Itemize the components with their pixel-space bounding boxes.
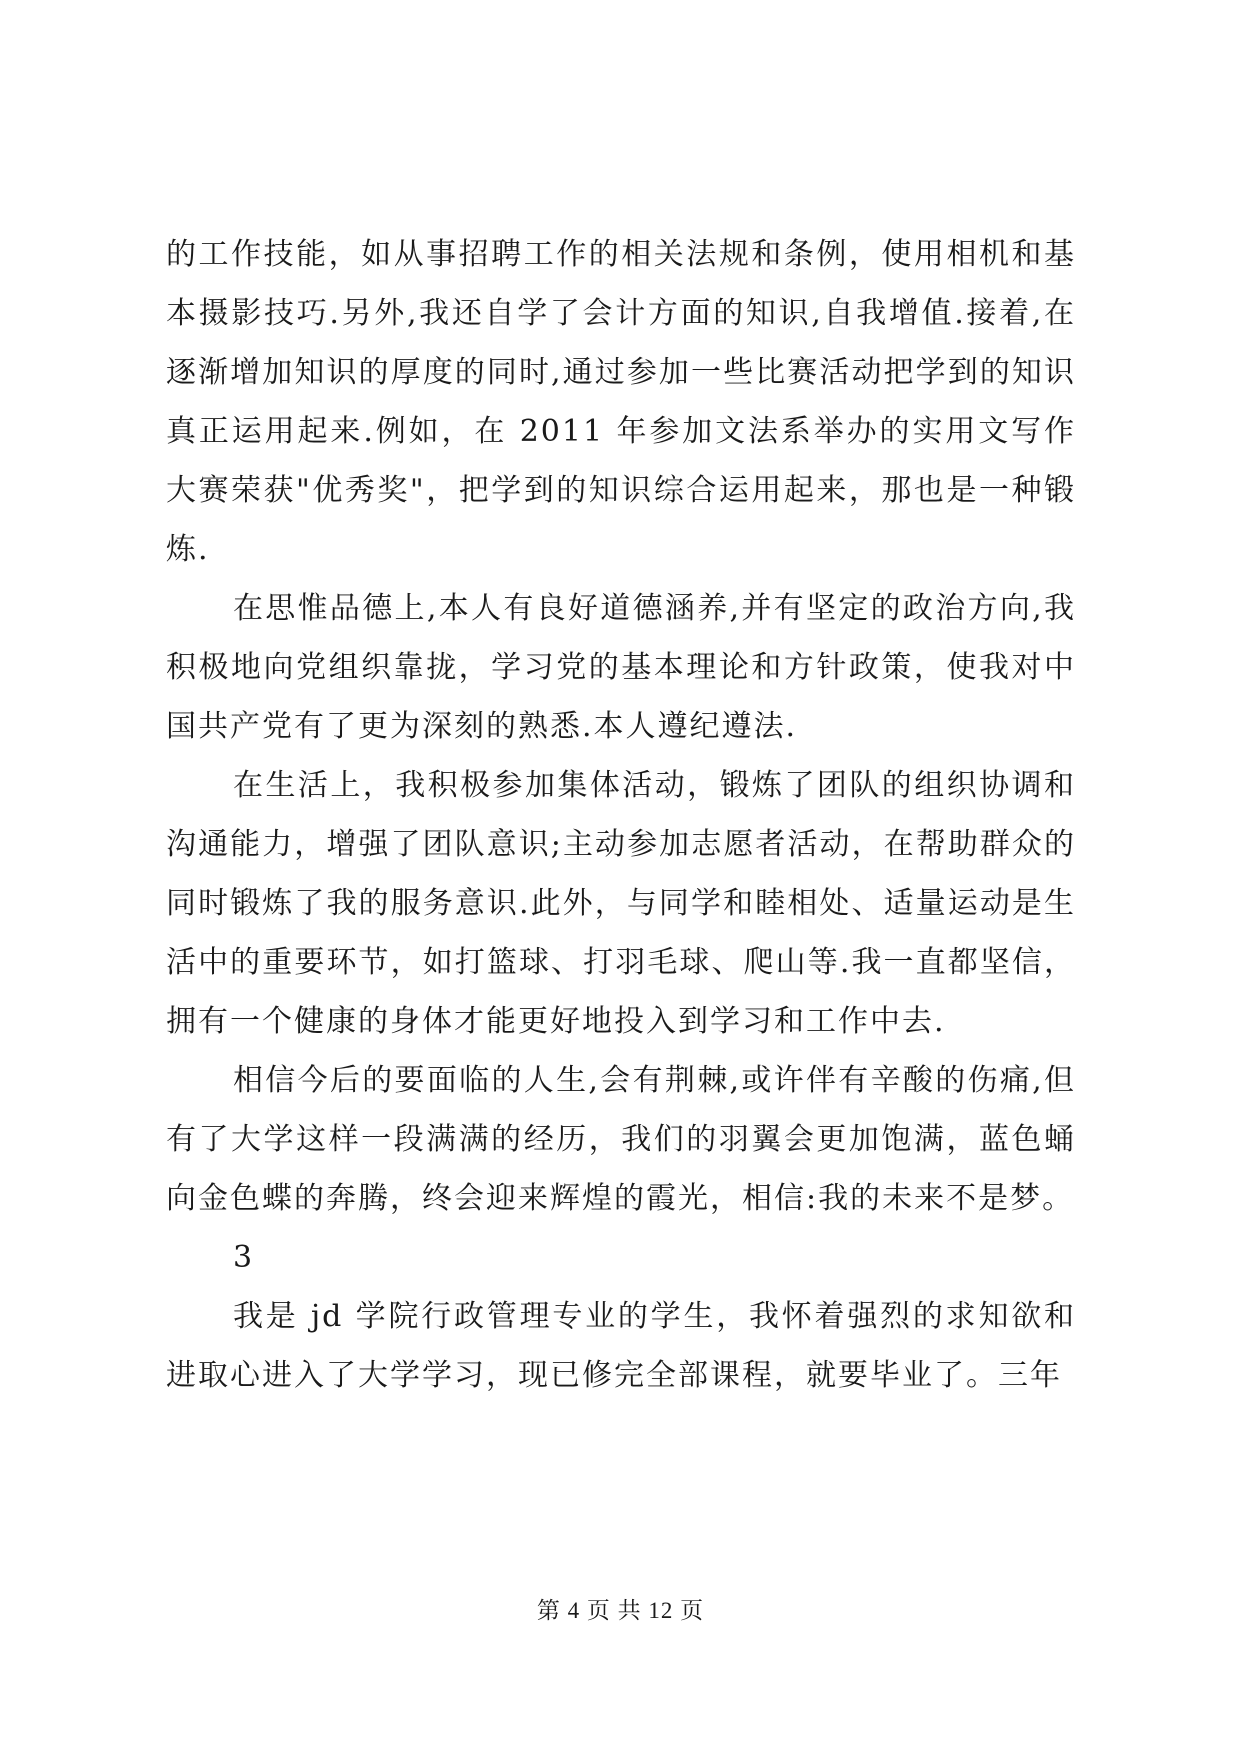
paragraph-3: 在生活上，我积极参加集体活动，锻炼了团队的组织协调和沟通能力，增强了团队意识;主动参加志愿者活动，在帮助群众的同时锻炼了我的服务意识.此外，与同学和睦相处、适量运动是生活中的重要环节，如打篮球、打羽毛球、爬山等.我一直都坚信，拥有一个健康的身体才能更好地投入到学习和工作中去. xyxy=(166,768,1076,1039)
section-number: 3 xyxy=(233,1240,253,1275)
document-body xyxy=(166,225,1076,1405)
paragraph-2: 在思惟品德上,本人有良好道德涵养,并有坚定的政治方向,我积极地向党组织靠拢，学习党的基本理论和方针政策，使我对中国共产党有了更为深刻的熟悉.本人遵纪遵法. xyxy=(166,591,1076,744)
paragraph-1: 的工作技能，如从事招聘工作的相关法规和条例，使用相机和基本摄影技巧.另外,我还自学了会计方面的知识,自我增值.接着,在逐渐增加知识的厚度的同时,通过参加一些比赛活动把学到的知识真正运用起来.例如，在 2011 年参加文法系举办的实用文写作大赛荣获"优秀奖"，把学到的知识综合运用起来，那也是一种锻炼. xyxy=(166,237,1076,567)
paragraph-5: 我是 jd 学院行政管理专业的学生，我怀着强烈的求知欲和进取心进入了大学学习，现已修完全部课程，就要毕业了。三年 xyxy=(166,1299,1076,1393)
page-footer: 第 4 页 共 12 页 xyxy=(536,1598,705,1623)
paragraph-4: 相信今后的要面临的人生,会有荆棘,或许伴有辛酸的伤痛,但有了大学这样一段满满的经历，我们的羽翼会更加饱满，蓝色蛹向金色蝶的奔腾，终会迎来辉煌的霞光，相信:我的未来不是梦。 xyxy=(166,1063,1076,1216)
